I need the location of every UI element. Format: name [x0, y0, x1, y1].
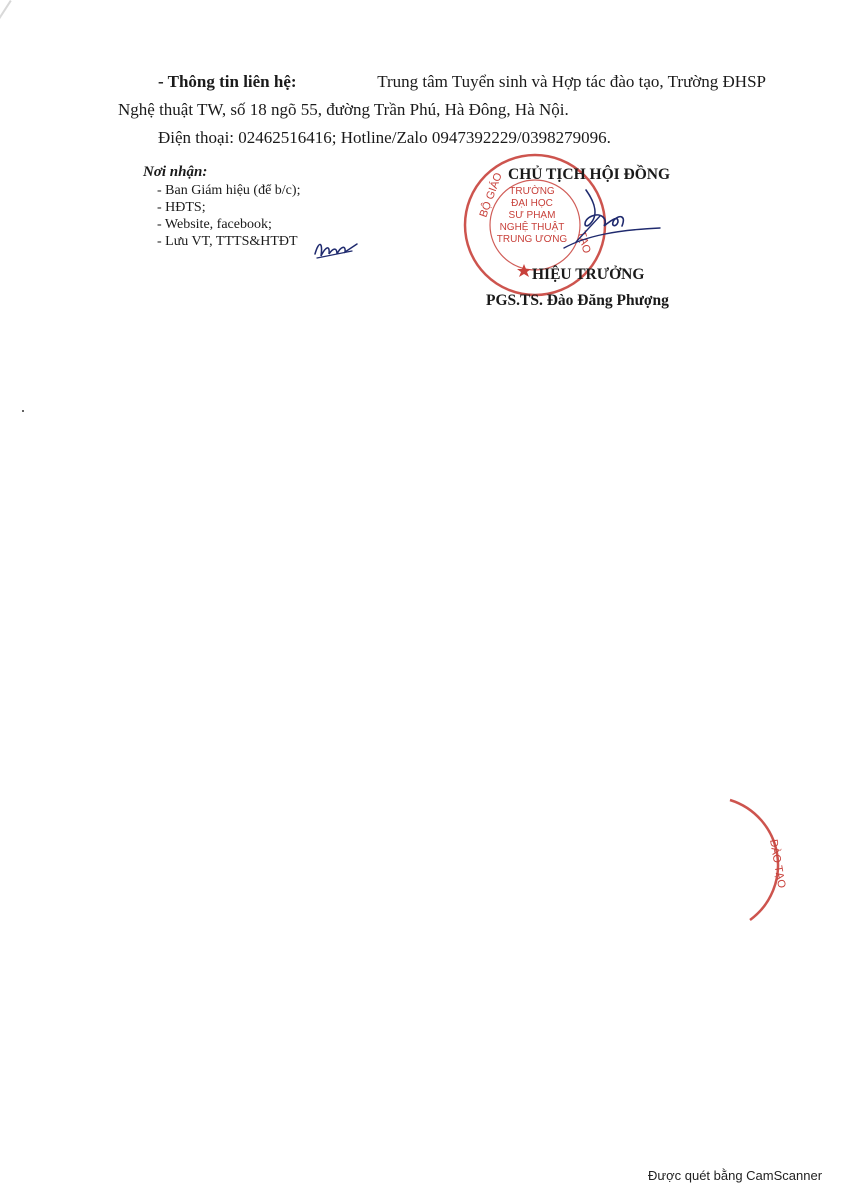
rector-title: HIỆU TRƯỞNG: [532, 266, 645, 283]
contact-phone-line: Điện thoại: 02462516416; Hotline/Zalo 0947392229/0398279096.: [158, 128, 611, 147]
scan-artifact-speck: [22, 410, 24, 412]
recipient-item: - Lưu VT, TTTS&HTĐT: [157, 234, 298, 249]
stamp-line: TRƯỜNG: [509, 186, 555, 197]
chair-title: CHỦ TỊCH HỘI ĐỒNG: [508, 166, 671, 183]
contact-label: - Thông tin liên hệ:: [158, 72, 297, 91]
contact-info: [118, 68, 766, 152]
stamp-line: NGHỆ THUẬT: [499, 222, 565, 233]
contact-line-1: [118, 68, 766, 96]
recipient-item: - HĐTS;: [157, 200, 206, 215]
recipient-item: - Ban Giám hiệu (để b/c);: [157, 183, 301, 198]
contact-line-1-text: Trung tâm Tuyển sinh và Hợp tác đào tạo, Trường ĐHSP: [377, 72, 766, 91]
signer-name: PGS.TS. Đào Đăng Phượng: [486, 292, 669, 309]
recipients-list: [143, 182, 300, 250]
edge-stamp-text: ĐÀO TẠO: [767, 838, 788, 890]
recipient-item: - Website, facebook;: [157, 217, 272, 232]
handwritten-signature: [556, 186, 666, 266]
partial-stamp-edge: [720, 795, 800, 925]
recipients-title: Nơi nhận:: [143, 164, 208, 180]
stamp-ring-right: TẠO: [575, 229, 593, 255]
stamp-line: ĐẠI HỌC: [511, 198, 553, 209]
stamp-line: SƯ PHẠM: [508, 210, 556, 221]
scan-artifact-line: [0, 0, 12, 127]
stamp-line: TRUNG ƯƠNG: [496, 234, 568, 245]
stamp-ring-left: BỘ GIÁO: [477, 171, 505, 220]
stamp-star-icon: [517, 264, 531, 277]
recipients-section: [143, 164, 300, 250]
initials-signature: [312, 236, 360, 262]
scanner-watermark: Được quét bằng CamScanner: [648, 1168, 823, 1183]
contact-line-2: Nghệ thuật TW, số 18 ngõ 55, đường Trần Phú, Hà Đông, Hà Nội.: [118, 100, 569, 119]
